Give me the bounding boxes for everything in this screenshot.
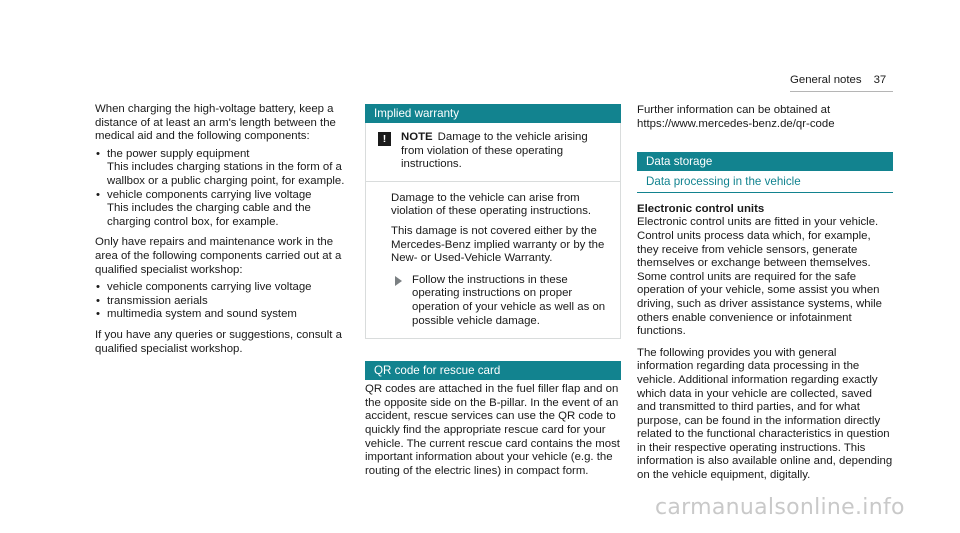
bullet-icon: • — [96, 147, 100, 160]
note-label: NOTE — [401, 131, 433, 143]
instruction-step — [391, 274, 612, 328]
list-item-detail: This includes charging stations in the form of a wallbox or a public charging point, for example. — [107, 161, 345, 187]
data-processing-heading: Data processing in the vehicle — [637, 175, 893, 193]
list-item: • multimedia system and sound system — [96, 308, 297, 321]
power-components-list — [95, 148, 347, 230]
watermark-logo: carmanualsonline.info — [655, 495, 905, 520]
bullet-icon: • — [96, 188, 100, 201]
workshop-paragraph: Only have repairs and maintenance work in the area of the following components carried out at a qualified specialist workshop: — [95, 236, 342, 276]
list-item: • vehicle components carrying live voltage — [96, 188, 312, 201]
workshop-components-list — [95, 281, 347, 322]
note-text: Damage to the vehicle can arise from violation of these operating instructions. — [391, 191, 592, 218]
data-storage-heading: Data storage — [637, 152, 893, 171]
warning-icon: ! — [378, 132, 391, 146]
list-item: • transmission aerials — [96, 294, 208, 307]
note-body — [366, 182, 620, 338]
ecu-paragraph: Electronic control units are fitted in your vehicle. Control units process data which, for example, they receive from vehicle sensors, generate themselves or exchange between themselves. Some control units are required for the safe operation of your vehicle, some assist you when driving, such as driver assistance systems, while others enable convenience or infotainment functions. — [637, 216, 882, 338]
header-title: General notes — [790, 74, 862, 86]
qr-code-heading: QR code for rescue card — [365, 361, 621, 380]
bullet-icon: • — [96, 308, 100, 321]
note-text: This damage is not covered either by the Mercedes-Benz implied warranty or by the New- or Used-Vehicle Warranty. — [391, 224, 605, 265]
data-processing-paragraph: The following provides you with general information regarding data processing in the vehicle. Additional information regarding exactly which data in your vehicle are collected, saved and transmitted to third parties, and for what purpose, can be found in the information directly related to the functional characteristics in question in their respective operating instructions. This information is also available online and, depending on the vehicle equipment, digitally. — [637, 346, 893, 482]
note-box — [365, 123, 621, 339]
page-header — [790, 74, 886, 88]
list-item: • vehicle components carrying live voltage — [96, 281, 312, 294]
instruction-text: Follow the instructions in these operating instructions on proper operation of your vehicle as well as on possible vehicle damage. — [412, 273, 606, 327]
bullet-icon: • — [96, 294, 100, 307]
queries-paragraph: If you have any queries or suggestions, consult a qualified specialist workshop. — [95, 328, 342, 355]
implied-warranty-heading: Implied warranty — [365, 104, 621, 123]
further-info-paragraph: Further information can be obtained at https://www.mercedes-benz.de/qr-code — [637, 104, 835, 130]
arrow-right-icon — [395, 276, 402, 286]
column-right — [637, 104, 893, 483]
ecu-heading: Electronic control units — [637, 202, 765, 215]
qr-code-paragraph: QR codes are attached in the fuel filler flap and on the opposite side on the B-pillar. In the event of an accident, rescue services can use the QR code to quickly find the appropriate rescue card for your vehicle. The current rescue card contains the most important information about your vehicle (e.g. the routing of the electric lines) in compact form. — [365, 383, 620, 477]
note-summary: Damage to the vehicle arising from violation of these operating instructions. — [401, 131, 588, 171]
bullet-icon: • — [96, 281, 100, 294]
column-left — [95, 103, 347, 356]
intro-paragraph: When charging the high-voltage battery, keep a distance of at least an arm's length between the medical aid and the following components: — [95, 103, 336, 143]
page-number: 37 — [873, 74, 887, 86]
note-header — [366, 123, 620, 182]
header-divider — [790, 91, 893, 92]
column-middle — [365, 104, 621, 478]
list-item-detail: This includes the charging cable and the charging control box, for example. — [107, 202, 311, 228]
list-item: • the power supply equipment — [96, 147, 250, 160]
